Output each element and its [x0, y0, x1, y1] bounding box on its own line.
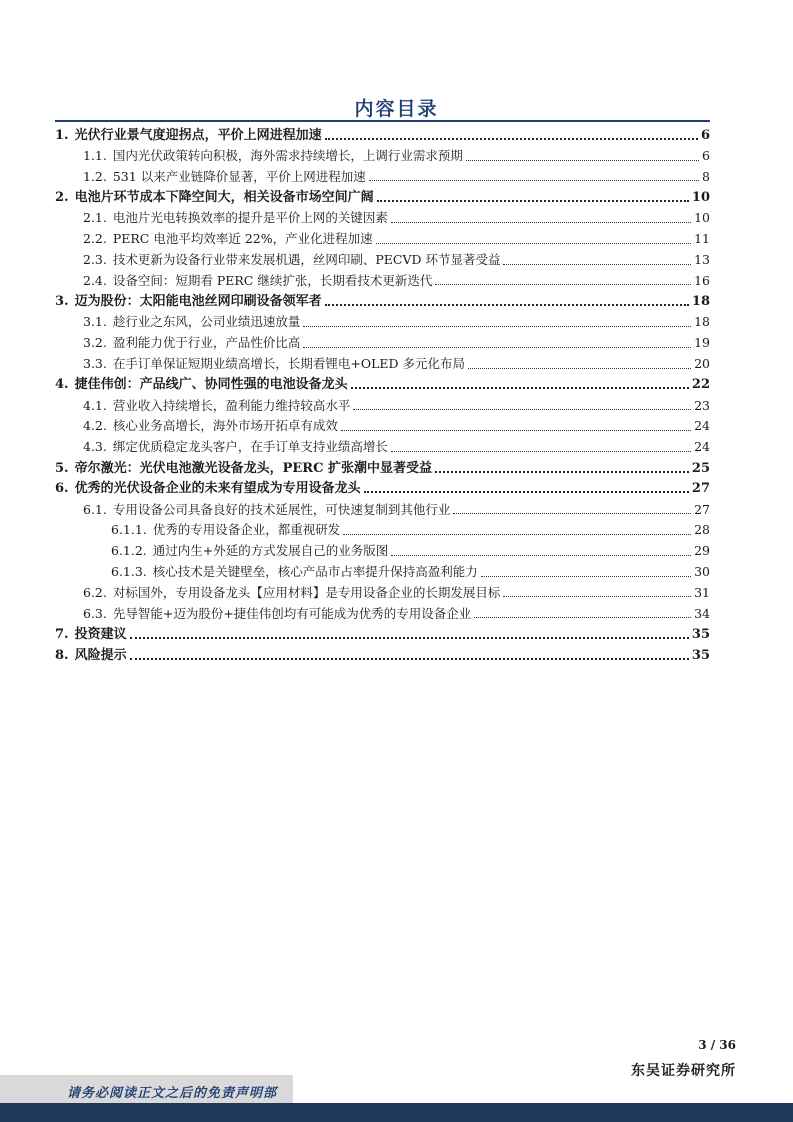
toc-entry-number: 6.3. [83, 605, 107, 621]
toc-entry-number: 4. [55, 377, 69, 393]
toc-dot-leader [341, 430, 691, 431]
toc-entry-title: 设备空间：短期看 PERC 继续扩张，长期看技术更新迭代 [112, 272, 433, 288]
toc-entry-number: 2. [55, 190, 69, 206]
toc-entry-page: 27 [691, 481, 710, 497]
toc-entry-title: 捷佳伟创：产品线广、协同性强的电池设备龙头 [74, 377, 348, 393]
page-number: 3 / 36 [698, 1038, 736, 1052]
footer-bar [0, 1103, 793, 1122]
toc-entry-number: 8. [55, 647, 69, 663]
toc-entry-number: 3.1. [83, 314, 107, 330]
toc-entry-number: 6.1. [83, 501, 107, 517]
toc-entry-page: 18 [691, 294, 710, 310]
toc-entry-title: 趁行业之东风，公司业绩迅速放量 [112, 314, 301, 330]
toc-dot-leader [391, 222, 691, 223]
toc-entry-number: 6. [55, 481, 69, 497]
toc-entry-title: 迈为股份：太阳能电池丝网印刷设备领军者 [74, 294, 322, 310]
toc-entry-number: 2.4. [83, 272, 107, 288]
toc-entry-number: 6.1.1. [111, 522, 147, 538]
toc-entry-page: 28 [694, 522, 710, 538]
toc-entry[interactable] [55, 246, 710, 267]
toc-entry-page: 13 [694, 252, 710, 268]
toc-entry-title: 通过内生+外延的方式发展自己的业务版图 [152, 543, 389, 559]
toc-entry[interactable] [55, 537, 710, 558]
toc-entry-page: 10 [694, 210, 710, 226]
toc-dot-leader [353, 409, 691, 410]
toc-entry[interactable] [55, 225, 710, 246]
toc-entry-title: 优秀的光伏设备企业的未来有望成为专用设备龙头 [74, 481, 361, 497]
toc-entry[interactable] [55, 475, 710, 496]
toc-entry-page: 23 [694, 397, 710, 413]
toc-dot-leader [130, 658, 689, 660]
toc-entry-title: 531 以来产业链降价显著，平价上网进程加速 [112, 168, 366, 184]
toc-dot-leader [391, 451, 691, 452]
toc-entry-title: 风险提示 [74, 647, 127, 663]
toc-entry-page: 24 [694, 418, 710, 434]
toc-entry-number: 6.2. [83, 584, 107, 600]
toc-entry-number: 5. [55, 460, 69, 476]
toc-entry-title: 绑定优质稳定龙头客户，在手订单支持业绩高增长 [112, 439, 388, 455]
toc-entry[interactable] [55, 350, 710, 371]
toc-dot-leader [369, 180, 699, 181]
toc-entry-title: 优秀的专用设备企业，都重视研发 [152, 522, 341, 538]
toc-entry[interactable] [55, 412, 710, 433]
toc-entry-number: 7. [55, 626, 69, 642]
toc-entry-number: 4.3. [83, 439, 107, 455]
toc-dot-leader [130, 637, 689, 639]
toc-entry-title: 国内光伏政策转向积极，海外需求持续增长，上调行业需求预期 [112, 148, 463, 164]
toc-dot-leader [474, 617, 691, 618]
toc-entry-page: 27 [694, 501, 710, 517]
disclaimer-text: 请务必阅读正文之后的免责声明部 [67, 1086, 278, 1101]
toc-entry-title: 核心业务高增长，海外市场开拓卓有成效 [112, 418, 338, 434]
toc-dot-leader [391, 555, 691, 556]
toc-dot-leader [503, 596, 691, 597]
toc-dot-leader [468, 368, 691, 369]
toc-entry-number: 3.3. [83, 356, 107, 372]
toc-entry-page: 35 [691, 626, 710, 642]
toc-entry-number: 2.1. [83, 210, 107, 226]
toc-entry[interactable] [55, 183, 710, 204]
toc-entry-title: 投资建议 [74, 626, 127, 642]
toc-entry-page: 6 [700, 127, 710, 143]
toc-entry-page: 18 [694, 314, 710, 330]
toc-entry-page: 6 [702, 148, 710, 164]
toc-entry-title: 盈利能力优于行业，产品性价比高 [112, 335, 301, 351]
toc-entry-title: 先导智能+迈为股份+捷佳伟创均有可能成为优秀的专用设备企业 [112, 605, 472, 621]
toc-entry-page: 31 [694, 584, 710, 600]
toc-entry[interactable] [55, 454, 710, 475]
toc-entry[interactable] [55, 121, 710, 142]
toc-entry[interactable] [55, 267, 710, 288]
toc-entry[interactable] [55, 641, 710, 662]
toc-dot-leader [481, 576, 691, 577]
toc-entry-number: 3. [55, 294, 69, 310]
toc-dot-leader [325, 138, 698, 140]
toc-entry-number: 6.1.2. [111, 543, 147, 559]
toc-entry-number: 3.2. [83, 335, 107, 351]
toc-entry-page: 30 [694, 564, 710, 580]
toc-dot-leader [376, 243, 691, 244]
toc-dot-leader [364, 491, 689, 493]
toc-entry-title: 电池片环节成本下降空间大，相关设备市场空间广阔 [74, 190, 374, 206]
toc-entry[interactable] [55, 204, 710, 225]
toc-entry[interactable] [55, 599, 710, 620]
toc-entry[interactable] [55, 329, 710, 350]
brand-name: 东吴证券研究所 [631, 1063, 736, 1079]
toc-entry-page: 22 [691, 377, 710, 393]
toc-entry-page: 19 [694, 335, 710, 351]
toc-entry-number: 2.3. [83, 252, 107, 268]
toc-entry[interactable] [55, 558, 710, 579]
toc-dot-leader [325, 304, 689, 306]
toc-entry[interactable] [55, 287, 710, 308]
toc-entry-page: 8 [702, 168, 710, 184]
toc-entry-title: 专用设备公司具备良好的技术延展性，可快速复制到其他行业 [112, 501, 451, 517]
toc-dot-leader [503, 264, 691, 265]
toc-entry-title: 帝尔激光：光伏电池激光设备龙头，PERC 扩张潮中显著受益 [74, 460, 432, 476]
toc-entry-page: 24 [694, 439, 710, 455]
toc-entry[interactable] [55, 142, 710, 163]
toc-entry-page: 10 [691, 190, 710, 206]
toc-entry-title: 电池片光电转换效率的提升是平价上网的关键因素 [112, 210, 388, 226]
toc-entry[interactable] [55, 495, 710, 516]
toc-entry[interactable] [55, 433, 710, 454]
toc-entry-title: 在手订单保证短期业绩高增长，长期看锂电+OLED 多元化布局 [112, 356, 466, 372]
toc-dot-leader [377, 200, 689, 202]
toc-entry-page: 16 [694, 272, 710, 288]
toc-dot-leader [435, 284, 691, 285]
toc-entry-page: 29 [694, 543, 710, 559]
toc-entry-page: 34 [694, 605, 710, 621]
toc-entry-number: 1.1. [83, 148, 107, 164]
toc-dot-leader [303, 347, 691, 348]
toc-entry-number: 1.2. [83, 168, 107, 184]
toc-dot-leader [435, 471, 689, 473]
toc-entry-title: 核心技术是关键壁垒，核心产品市占率提升保持高盈利能力 [152, 564, 478, 580]
toc-entry-number: 2.2. [83, 231, 107, 247]
toc-entry[interactable] [55, 308, 710, 329]
toc-dot-leader [453, 513, 691, 514]
toc-entry-number: 6.1.3. [111, 564, 147, 580]
toc-entry-title: PERC 电池平均效率近 22%，产业化进程加速 [112, 231, 373, 247]
toc-entry-page: 35 [691, 647, 710, 663]
table-of-contents [55, 121, 710, 662]
toc-dot-leader [343, 534, 691, 535]
toc-entry[interactable] [55, 371, 710, 392]
toc-entry-title: 营业收入持续增长，盈利能力维持较高水平 [112, 397, 351, 413]
toc-entry-title: 技术更新为设备行业带来发展机遇，丝网印刷、PECVD 环节显著受益 [112, 252, 501, 268]
toc-entry-page: 25 [691, 460, 710, 476]
toc-dot-leader [303, 326, 691, 327]
toc-dot-leader [351, 387, 689, 389]
toc-entry-page: 11 [694, 231, 710, 247]
toc-entry-number: 4.2. [83, 418, 107, 434]
page-title: 内容目录 [354, 98, 439, 120]
toc-entry-title: 光伏行业景气度迎拐点，平价上网进程加速 [74, 127, 322, 143]
toc-entry[interactable] [55, 391, 710, 412]
toc-entry-number: 4.1. [83, 397, 107, 413]
toc-entry-page: 20 [694, 356, 710, 372]
toc-entry[interactable] [55, 579, 710, 600]
toc-entry[interactable] [55, 516, 710, 537]
toc-entry-number: 1. [55, 127, 69, 143]
toc-entry[interactable] [55, 620, 710, 641]
toc-dot-leader [466, 160, 699, 161]
toc-entry[interactable] [55, 163, 710, 184]
toc-entry-title: 对标国外，专用设备龙头【应用材料】是专用设备企业的长期发展目标 [112, 584, 501, 600]
